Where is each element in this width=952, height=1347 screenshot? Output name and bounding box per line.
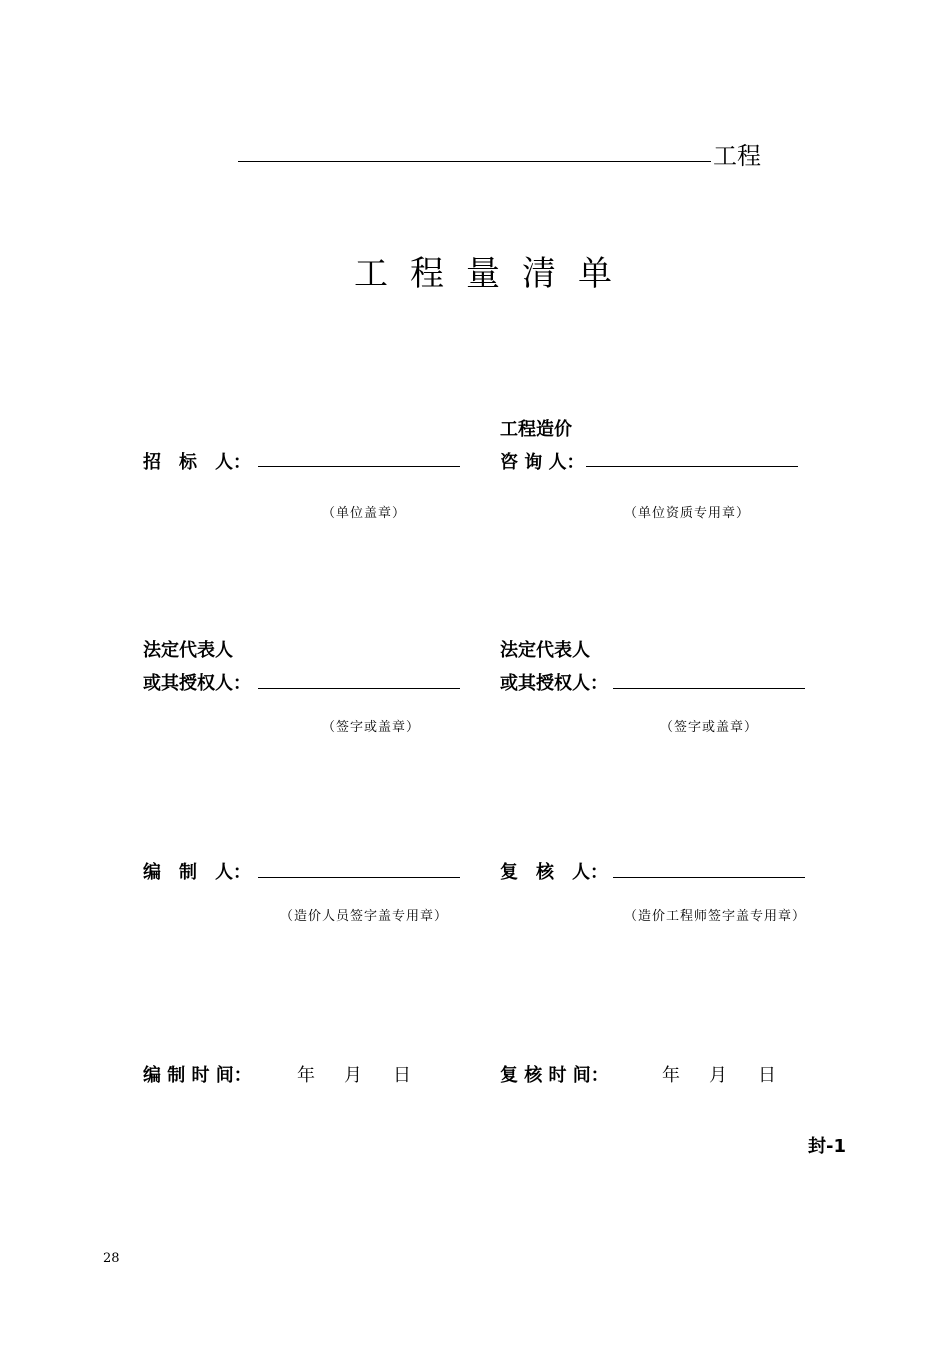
compiler-label: 编 制 人： bbox=[143, 862, 251, 883]
consultant-label-line1: 工程造价 bbox=[500, 419, 572, 440]
page-number: 28 bbox=[103, 1251, 120, 1266]
review-day: 日 bbox=[758, 1065, 776, 1086]
compiler-note: （造价人员签字盖专用章） bbox=[280, 909, 449, 924]
right-legal-rep-line bbox=[613, 688, 805, 689]
compile-year: 年 bbox=[297, 1065, 315, 1086]
compile-day: 日 bbox=[393, 1065, 411, 1086]
project-suffix: 工程 bbox=[713, 142, 761, 170]
right-legal-rep-line1: 法定代表人 bbox=[500, 640, 590, 661]
reviewer-label: 复 核 人： bbox=[500, 862, 608, 883]
tenderer-note: （单位盖章） bbox=[322, 506, 407, 521]
reviewer-line bbox=[613, 877, 805, 878]
right-legal-rep-line2: 或其授权人： bbox=[500, 673, 608, 694]
consultant-line bbox=[586, 466, 798, 467]
left-legal-rep-line bbox=[258, 688, 460, 689]
consultant-note: （单位资质专用章） bbox=[624, 506, 751, 521]
cover-code: 封-1 bbox=[808, 1136, 846, 1157]
left-legal-rep-line1: 法定代表人 bbox=[143, 640, 233, 661]
compile-month: 月 bbox=[344, 1065, 362, 1086]
tenderer-label: 招 标 人： bbox=[143, 452, 251, 473]
tenderer-line bbox=[258, 466, 460, 467]
doc-title: 工程量清单 bbox=[354, 254, 634, 294]
project-name-line bbox=[238, 161, 711, 162]
right-legal-rep-note: （签字或盖章） bbox=[660, 720, 759, 735]
review-time-label: 复 核 时 间： bbox=[500, 1065, 609, 1086]
compiler-line bbox=[258, 877, 460, 878]
left-legal-rep-line2: 或其授权人： bbox=[143, 673, 251, 694]
compile-time-label: 编 制 时 间： bbox=[143, 1065, 252, 1086]
left-legal-rep-note: （签字或盖章） bbox=[322, 720, 421, 735]
review-year: 年 bbox=[662, 1065, 680, 1086]
reviewer-note: （造价工程师签字盖专用章） bbox=[624, 909, 807, 924]
consultant-label-line2: 咨 询 人： bbox=[500, 452, 585, 473]
review-month: 月 bbox=[709, 1065, 727, 1086]
